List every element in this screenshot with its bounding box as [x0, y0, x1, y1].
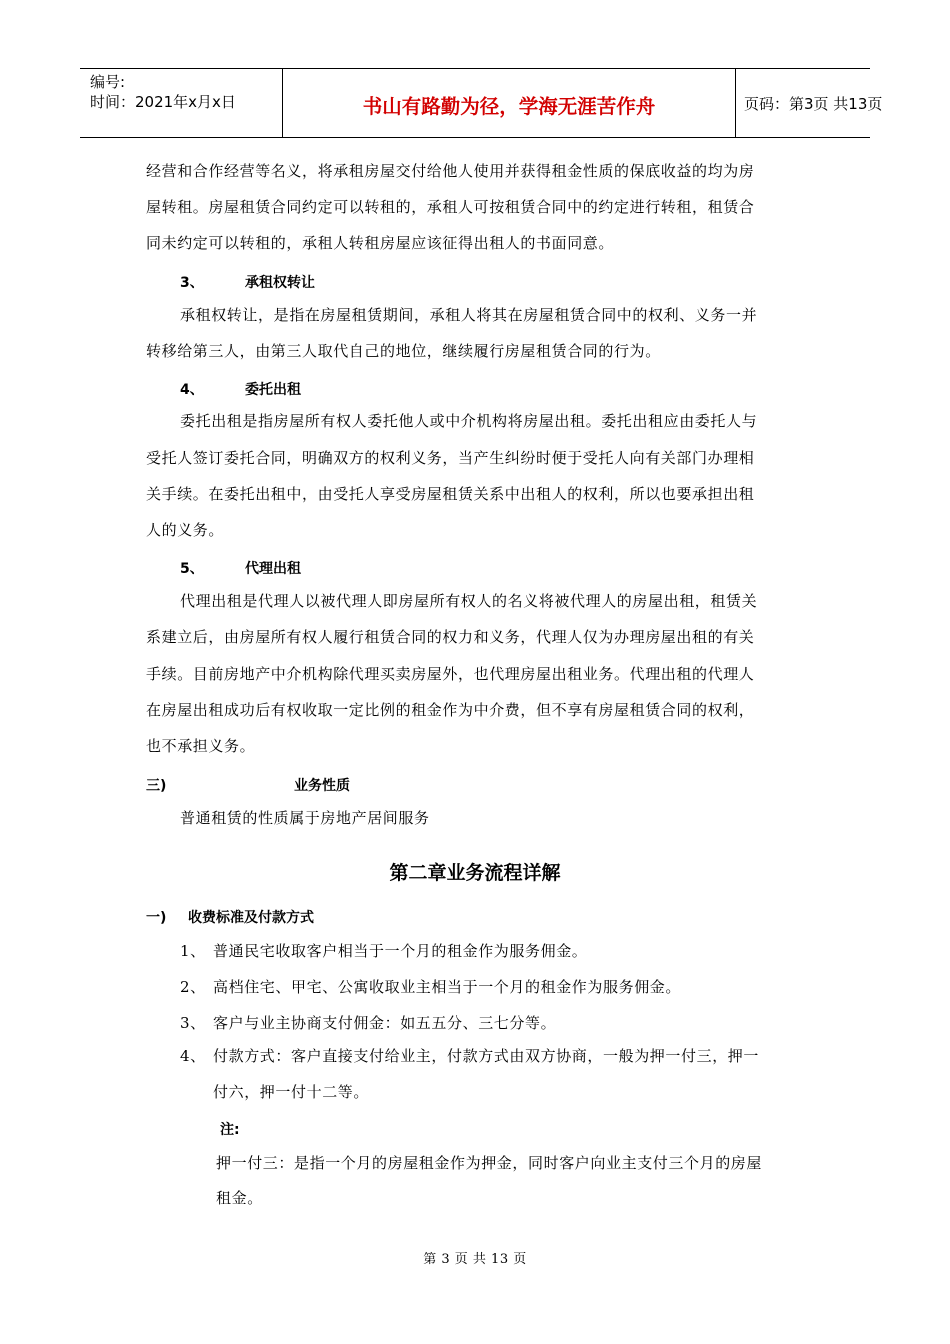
paragraph-line: 系建立后，由房屋所有权人履行租赁合同的权力和义务，代理人仅为办理房屋出租的有关: [146, 628, 755, 646]
doc-time-label: 时间：2021年x月x日: [90, 93, 236, 111]
section-heading: 委托出租: [245, 382, 301, 398]
note-line: 押一付三：是指一个月的房屋租金作为押金，同时客户向业主支付三个月的房屋: [216, 1154, 763, 1172]
section-heading: 承租权转让: [245, 275, 315, 291]
header-meta-cell: [80, 69, 282, 137]
page-header: [80, 68, 883, 138]
paragraph-line: 转移给第三人，由第三人取代自己的地位，继续履行房屋租赁合同的行为。: [146, 342, 661, 360]
note-label: 注:: [220, 1122, 240, 1138]
paragraph-line: 受托人签订委托合同，明确双方的权利义务，当产生纠纷时便于受托人向有关部门办理相: [146, 449, 755, 467]
list-item: 客户与业主协商支付佣金：如五五分、三七分等。: [213, 1014, 557, 1032]
paragraph-line: 手续。目前房地产中介机构除代理买卖房屋外，也代理房屋出租业务。代理出租的代理人: [146, 665, 755, 683]
header-page-number: 页码：第3页 共13页: [744, 95, 883, 113]
motto-text: 书山有路勤为径，学海无涯苦作舟: [362, 95, 656, 118]
paragraph-line: 屋转租。房屋租赁合同约定可以转租的，承租人可按租赁合同中的约定进行转租，租赁合: [146, 198, 755, 216]
paragraph-line: 代理出租是代理人以被代理人即房屋所有权人的名义将被代理人的房屋出租，租赁关: [180, 592, 758, 610]
paragraph-line: 经营和合作经营等名义，将承租房屋交付给他人使用并获得租金性质的保底收益的均为房: [146, 162, 755, 180]
paragraph-line: 在房屋出租成功后有权收取一定比例的租金作为中介费，但不享有房屋租赁合同的权利，: [146, 701, 755, 719]
section-number: 3、: [180, 275, 204, 291]
list-item: 普通民宅收取客户相当于一个月的租金作为服务佣金。: [213, 942, 588, 960]
list-item-number: 3、: [180, 1014, 206, 1032]
paragraph-line: 人的义务。: [146, 521, 225, 539]
paragraph-line: 同未约定可以转租的，承租人转租房屋应该征得出租人的书面同意。: [146, 234, 615, 252]
paragraph-line: 关手续。在委托出租中，由受托人享受房屋租赁关系中出租人的权利，所以也要承担出租: [146, 485, 755, 503]
list-item-number: 2、: [180, 978, 206, 996]
note-line: 租金。: [216, 1189, 263, 1207]
header-page-cell: [735, 69, 883, 137]
section-number: 三): [146, 778, 167, 794]
section-heading: 业务性质: [294, 778, 350, 794]
chapter-title: 第二章业务流程详解: [389, 862, 561, 884]
list-item: 高档住宅、甲宅、公寓收取业主相当于一个月的租金作为服务佣金。: [213, 978, 682, 996]
header-motto-cell: [282, 69, 736, 137]
doc-number-label: 编号:: [90, 73, 126, 91]
paragraph-line: 承租权转让，是指在房屋租赁期间，承租人将其在房屋租赁合同中的权利、义务一并: [180, 306, 758, 324]
paragraph-line: 也不承担义务。: [146, 737, 256, 755]
list-item-continuation: 付六，押一付十二等。: [213, 1083, 370, 1101]
paragraph-line: 委托出租是指房屋所有权人委托他人或中介机构将房屋出租。委托出租应由委托人与: [180, 412, 758, 430]
section-heading: 代理出租: [245, 561, 301, 577]
section-number: 4、: [180, 382, 204, 398]
section-heading: 收费标准及付款方式: [188, 910, 314, 926]
paragraph-line: 普通租赁的性质属于房地产居间服务: [180, 809, 430, 827]
list-item-number: 4、: [180, 1047, 206, 1065]
section-number: 5、: [180, 561, 204, 577]
page-footer: 第 3 页 共 13 页: [423, 1252, 527, 1267]
list-item-number: 1、: [180, 942, 206, 960]
list-item: 付款方式：客户直接支付给业主，付款方式由双方协商，一般为押一付三，押一: [213, 1047, 760, 1065]
section-number: 一): [146, 910, 167, 926]
